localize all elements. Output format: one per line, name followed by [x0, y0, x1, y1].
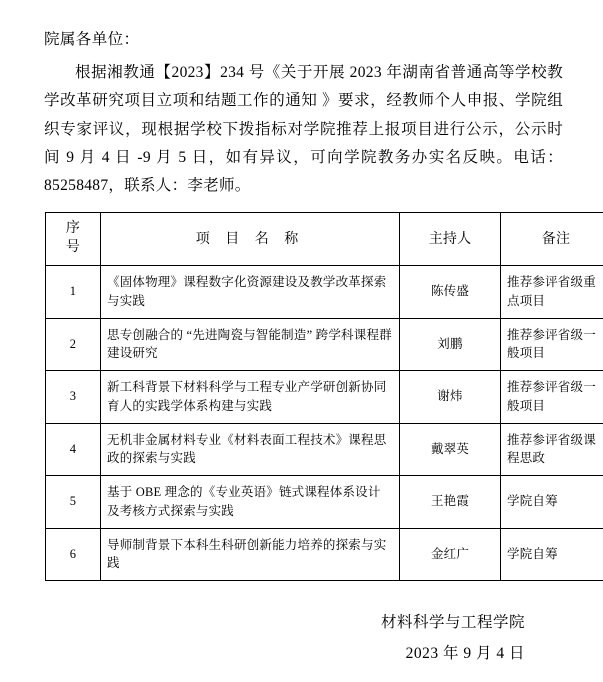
column-header-project-name-label: 项 目 名 称 — [195, 231, 305, 247]
table-row — [46, 423, 603, 476]
signature-block — [44, 607, 563, 669]
table-row — [46, 528, 603, 581]
table-row — [46, 476, 603, 529]
cell-no: 4 — [46, 423, 101, 476]
cell-project-name: 思专创融合的 “先进陶瓷与智能制造” 跨学科课程群建设研究 — [101, 318, 400, 371]
cell-remark: 推荐参评省级一般项目 — [501, 371, 603, 424]
column-header-no-line1: 序 — [65, 221, 81, 237]
column-header-no — [46, 213, 101, 266]
project-list-table — [45, 212, 603, 581]
cell-no: 3 — [46, 371, 101, 424]
table-row — [46, 266, 603, 319]
cell-leader: 王艳霞 — [400, 476, 501, 529]
table-body — [46, 266, 603, 581]
cell-project-name: 《固体物理》课程数字化资源建设及教学改革探索与实践 — [101, 266, 400, 319]
column-header-no-line2: 号 — [65, 240, 81, 256]
table-row — [46, 318, 603, 371]
cell-project-name: 基于 OBE 理念的《专业英语》链式课程体系设计及考核方式探索与实践 — [101, 476, 400, 529]
cell-leader: 陈传盛 — [400, 266, 501, 319]
cell-no: 2 — [46, 318, 101, 371]
notice-body-paragraph: 根据湘教通【2023】234 号《关于开展 2023 年湖南省普通高等学校教学改革研究项目立项和结题工作的通知 》要求，经教师个人申报、学院组织专家评议，现根据学校下拨指标对学院推荐上报项目进行公示，公示时间 9 月 4 日 -9 月 5 日，如有异议，可向学院教务办实名反映。电话：85258487，联系人：李老师。 — [44, 64, 563, 195]
cell-leader: 刘鹏 — [400, 318, 501, 371]
signature-organization: 材料科学与工程学院 — [380, 614, 525, 632]
table-header-row — [46, 213, 603, 266]
cell-remark: 学院自筹 — [501, 476, 603, 529]
column-header-project-name — [101, 213, 400, 266]
cell-project-name: 无机非金属材料专业《材料表面工程技术》课程思政的探索与实践 — [101, 423, 400, 476]
column-header-remark: 备注 — [501, 213, 603, 266]
cell-no: 6 — [46, 528, 101, 581]
cell-remark: 推荐参评省级重点项目 — [501, 266, 603, 319]
cell-no: 5 — [46, 476, 101, 529]
salutation: 院属各单位： — [44, 31, 140, 48]
cell-no: 1 — [46, 266, 101, 319]
column-header-leader: 主持人 — [400, 213, 501, 266]
cell-leader: 谢炜 — [400, 371, 501, 424]
cell-remark: 推荐参评省级一般项目 — [501, 318, 603, 371]
cell-project-name: 导师制背景下本科生科研创新能力培养的探索与实践 — [101, 528, 400, 581]
cell-leader: 金红广 — [400, 528, 501, 581]
cell-remark: 推荐参评省级课程思政 — [501, 423, 603, 476]
cell-project-name: 新工科背景下材料科学与工程专业产学研创新协同育人的实践学体系构建与实践 — [101, 371, 400, 424]
table-header — [46, 213, 603, 266]
cell-leader: 戴翠英 — [400, 423, 501, 476]
cell-remark: 学院自筹 — [501, 528, 603, 581]
table-row — [46, 371, 603, 424]
signature-date: 2023 年 9 月 4 日 — [405, 645, 525, 663]
